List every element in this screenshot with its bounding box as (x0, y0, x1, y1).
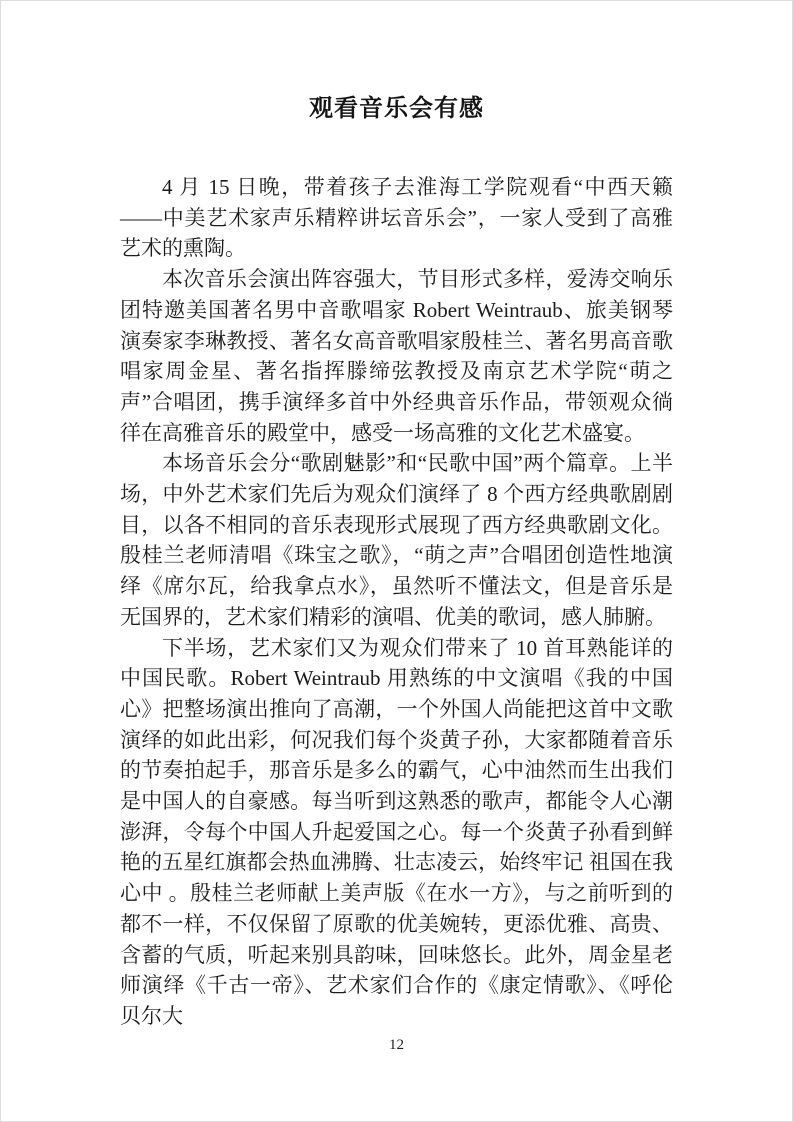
paragraph-second-half: 下半场，艺术家们又为观众们带来了 10 首耳熟能详的中国民歌。Robert Weintraub 用熟练的中文演唱《我的中国心》把整场演出推向了高潮，一个外国人尚能把这首中文歌演绎的如此出彩，何况我们每个炎黄子孙，大家都随着音乐的节奏拍起手，那音乐是多么的霸气，心中油然而生出我们是中国人的自豪感。每当听到这熟悉的歌声，都能令人心潮澎湃，令每个中国人升起爱国之心。每一个炎黄子孙看到鲜艳的五星红旗都会热血沸腾、壮志凌云，始终牢记 祖国在我心中 。殷桂兰老师献上美声版《在水一方》，与之前听到的都不一样，不仅保留了原歌的优美婉转，更添优雅、高贵、含蓄的气质，听起来别具韵味，回味悠长。此外，周金星老师演绎《千古一帝》、艺术家们合作的《康定情歌》、《呼伦贝尔大 (120, 635, 673, 1028)
document-body (120, 172, 673, 1032)
paragraph-first-half: 本场音乐会分“歌剧魅影”和“民歌中国”两个篇章。上半场，中外艺术家们先后为观众们演绎了 8 个西方经典歌剧剧目，以各不相同的音乐表现形式展现了西方经典歌剧文化。殷桂兰老师清唱《珠宝之歌》，“萌之声”合唱团创造性地演绎《席尔瓦，给我拿点水》，虽然听不懂法文，但是音乐是无国界的，艺术家们精彩的演唱、优美的歌词，感人肺腑。 (120, 451, 673, 629)
paragraph-intro: 4 月 15 日晚，带着孩子去淮海工学院观看“中西天籁——中美艺术家声乐精粹讲坛音乐会”，一家人受到了高雅艺术的熏陶。 (120, 175, 673, 261)
document-title: 观看音乐会有感 (309, 95, 484, 122)
page-number: 12 (389, 1037, 404, 1053)
paragraph-lineup: 本次音乐会演出阵容强大，节目形式多样，爱涛交响乐团特邀美国著名男中音歌唱家 Robert Weintraub、旅美钢琴演奏家李琳教授、著名女高音歌唱家殷桂兰、著名男高音歌唱家周金星、著名指挥滕缔弦教授及南京艺术学院“萌之声”合唱团，携手演绎多首中外经典音乐作品，带领观众徜徉在高雅音乐的殿堂中，感受一场高雅的文化艺术盛宴。 (120, 267, 673, 445)
